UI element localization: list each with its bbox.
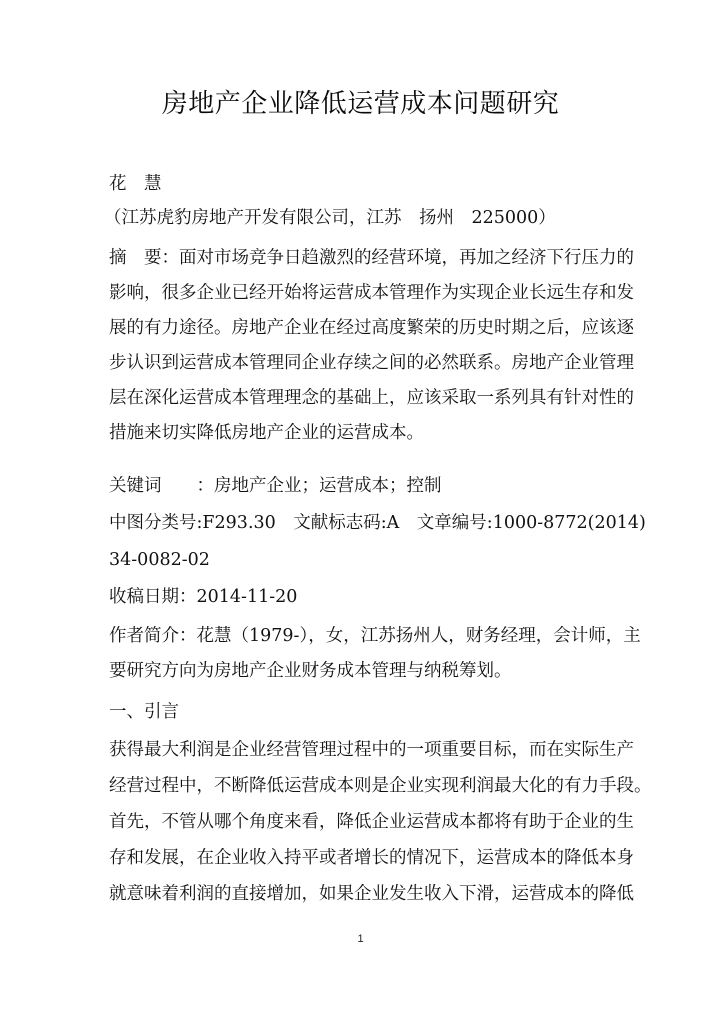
classification-line: 中图分类号:F293.30 文献标志码:A 文章编号:1000-8772(2014) — [109, 513, 646, 533]
abstract-line: 影响，很多企业已经开始将运营成本管理作为实现企业长远生存和发 — [109, 283, 634, 303]
abstract-line: 措施来切实降低房地产企业的运营成本。 — [109, 423, 424, 443]
body-line: 经营过程中，不断降低运营成本则是企业实现利润最大化的有力手段。 — [109, 776, 652, 796]
body-line: 就意味着利润的直接增加，如果企业发生收入下滑，运营成本的降低 — [109, 884, 634, 904]
classification-line: 34-0082-02 — [109, 550, 210, 570]
abstract-line: 层在深化运营成本管理理念的基础上，应该采取一系列具有针对性的 — [109, 388, 634, 408]
keywords: 关键词 ：房地产企业；运营成本；控制 — [109, 476, 442, 496]
body-line: 首先，不管从哪个角度来看，降低企业运营成本都将有助于企业的生 — [109, 812, 634, 832]
section-heading: 一、引言 — [109, 702, 179, 722]
author-affiliation: （江苏虎豹房地产开发有限公司，江苏 扬州 225000） — [104, 208, 556, 228]
page-number: 1 — [357, 933, 364, 945]
body-line: 存和发展，在企业收入持平或者增长的情况下，运营成本的降低本身 — [109, 848, 634, 868]
document-title: 房地产企业降低运营成本问题研究 — [161, 89, 560, 119]
body-line: 获得最大利润是企业经营管理过程中的一项重要目标，而在实际生产 — [109, 740, 634, 760]
author-name: 花 慧 — [109, 174, 162, 194]
received-date: 收稿日期：2014-11-20 — [109, 587, 298, 607]
author-bio-line: 作者简介：花慧（1979-），女，江苏扬州人，财务经理，会计师，主 — [109, 626, 641, 646]
author-bio-line: 要研究方向为房地产企业财务成本管理与纳税筹划。 — [109, 661, 512, 681]
abstract-line: 步认识到运营成本管理同企业存续之间的必然联系。房地产企业管理 — [109, 353, 634, 373]
abstract-line: 摘 要：面对市场竞争日趋激烈的经营环境，再加之经济下行压力的 — [109, 248, 634, 268]
abstract-line: 展的有力途径。房地产企业在经过高度繁荣的历史时期之后，应该逐 — [109, 318, 634, 338]
